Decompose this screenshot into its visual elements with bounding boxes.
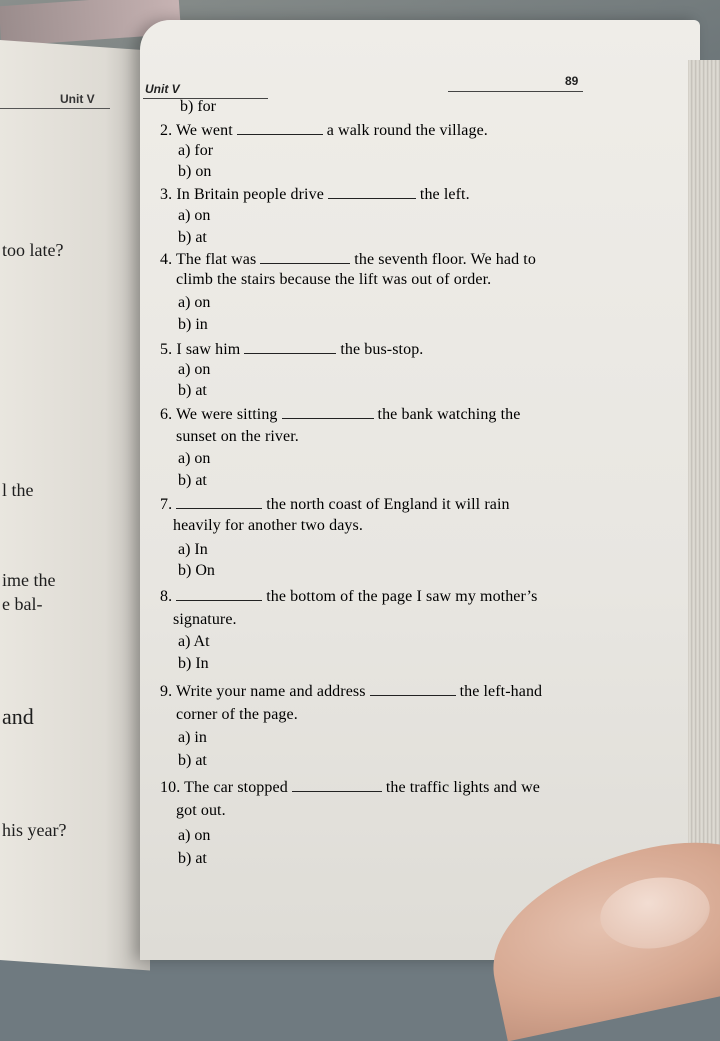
question-10-line2: got out. (176, 802, 226, 819)
question-8 (160, 588, 537, 606)
page-header-unit: Unit V (145, 82, 180, 96)
left-page-header: Unit V (60, 92, 95, 106)
question-6 (160, 406, 520, 424)
option-b: b) In (178, 655, 209, 672)
question-text: We went (176, 122, 233, 139)
option-a: a) In (178, 541, 208, 558)
question-text: the bus-stop. (340, 341, 424, 358)
option-b: b) on (178, 163, 212, 180)
question-text: I saw him (176, 341, 241, 358)
left-header-rule (0, 108, 110, 109)
answer-blank[interactable] (370, 683, 456, 696)
question-number: 2. (160, 122, 173, 139)
left-text-fragment: l the (2, 480, 34, 500)
option-a: a) in (178, 729, 207, 746)
question-text: The flat was (176, 251, 257, 268)
answer-blank[interactable] (176, 588, 262, 601)
option-b: b) at (178, 752, 207, 769)
option-b: b) at (178, 850, 207, 867)
question-3 (160, 186, 470, 204)
question-10 (160, 779, 540, 797)
question-number: 3. (160, 186, 173, 203)
question-number: 5. (160, 341, 173, 358)
question-text: the bottom of the page I saw my mother’s (266, 588, 538, 605)
carry-over-option: b) for (180, 98, 216, 115)
question-number: 4. (160, 251, 173, 268)
question-8-line2: signature. (173, 611, 237, 628)
option-a: a) on (178, 827, 211, 844)
left-text-fragment: ime the (2, 570, 56, 590)
page-edges (688, 60, 720, 960)
option-b: b) at (178, 472, 207, 489)
question-text: the north coast of England it will rain (266, 496, 510, 513)
question-7 (160, 496, 510, 514)
question-text: In Britain people drive (176, 186, 324, 203)
question-2 (160, 122, 488, 140)
question-text: We were sitting (176, 406, 278, 423)
option-a: a) on (178, 361, 211, 378)
question-text: the seventh floor. We had to (354, 251, 536, 268)
answer-blank[interactable] (292, 779, 382, 792)
left-text-fragment: and (2, 704, 34, 729)
answer-blank[interactable] (244, 341, 336, 354)
question-4-line2: climb the stairs because the lift was out of order. (176, 271, 492, 288)
answer-blank[interactable] (328, 186, 416, 199)
answer-blank[interactable] (260, 251, 350, 264)
answer-blank[interactable] (237, 122, 323, 135)
question-6-line2: sunset on the river. (176, 428, 299, 445)
question-text: The car stopped (184, 779, 288, 796)
question-text: the traffic lights and we (385, 779, 540, 796)
option-a: a) on (178, 450, 211, 467)
option-a: a) on (178, 294, 211, 311)
question-text: the left. (419, 186, 470, 203)
answer-blank[interactable] (282, 406, 374, 419)
left-text-fragment: too late? (2, 240, 64, 260)
question-number: 10. (160, 779, 181, 796)
question-number: 8. (160, 588, 173, 605)
question-text: the left-hand (459, 683, 543, 700)
option-a: a) on (178, 207, 211, 224)
option-b: b) in (178, 316, 208, 333)
question-7-line2: heavily for another two days. (173, 517, 363, 534)
question-number: 7. (160, 496, 173, 513)
option-a: a) for (178, 142, 214, 159)
option-b: b) at (178, 382, 207, 399)
page-number: 89 (565, 74, 579, 88)
question-4 (160, 251, 536, 269)
header-rule-right (448, 91, 583, 92)
left-text-fragment: e bal- (2, 594, 43, 614)
question-number: 9. (160, 683, 173, 700)
option-b: b) On (178, 562, 215, 579)
answer-blank[interactable] (176, 496, 262, 509)
question-5 (160, 341, 423, 359)
question-9 (160, 683, 542, 701)
question-9-line2: corner of the page. (176, 706, 298, 723)
question-text: Write your name and address (176, 683, 366, 700)
question-text: the bank watching the (377, 406, 521, 423)
option-b: b) at (178, 229, 207, 246)
question-text: a walk round the village. (326, 122, 488, 139)
option-a: a) At (178, 633, 210, 650)
question-number: 6. (160, 406, 173, 423)
left-text-fragment: his year? (2, 820, 67, 840)
